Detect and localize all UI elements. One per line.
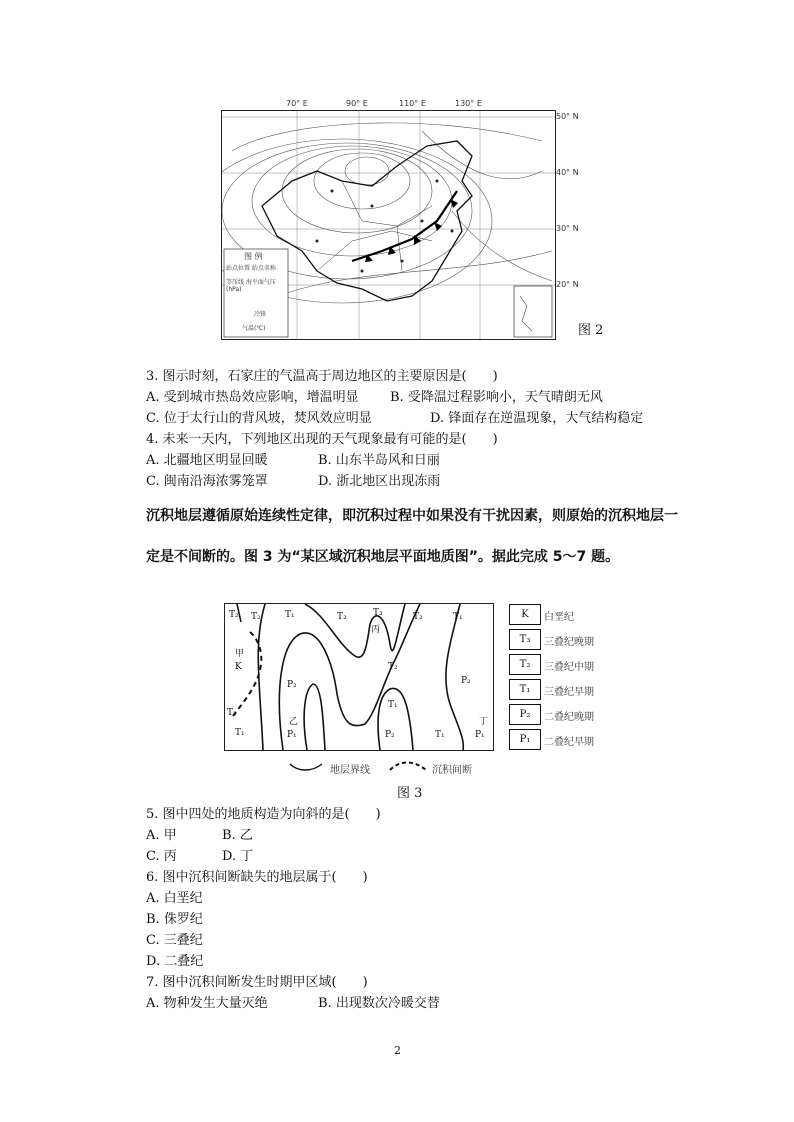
stratum-label: P₂ bbox=[385, 730, 395, 740]
stratum-label: P₂ bbox=[287, 680, 297, 690]
place-jia: 甲 bbox=[235, 649, 245, 659]
map-legend-station: 站点位置 站点名称 bbox=[226, 265, 276, 272]
geologic-map-graphic bbox=[225, 604, 493, 750]
stratum-label: T₁ bbox=[285, 610, 295, 620]
q6-option-c: C. 三叠纪 bbox=[146, 933, 203, 948]
lon-label-70e: 70° E bbox=[286, 99, 308, 108]
lon-label-110e: 110° E bbox=[399, 99, 426, 108]
legend-code-p2: P₂ bbox=[509, 704, 541, 725]
unconformity-line-label: 沉积间断 bbox=[432, 765, 472, 776]
legend-name-t2: 三叠纪中期 bbox=[544, 662, 594, 673]
map-legend-cold-front: 冷锋 bbox=[254, 311, 267, 318]
figure3-caption: 图 3 bbox=[397, 786, 423, 801]
stratum-label: T₂ bbox=[413, 612, 423, 622]
q5-option-d: D. 丁 bbox=[222, 849, 254, 864]
place-jia-k: K bbox=[235, 662, 242, 672]
question-3: 3. 图示时刻，石家庄的气温高于周边地区的主要原因是( ) bbox=[146, 369, 498, 384]
intro-paragraph-line1: 沉积地层遵循原始连续性定律，即沉积过程中如果没有干扰因素，则原始的沉积地层一 bbox=[146, 508, 678, 524]
weather-map-graphic bbox=[222, 111, 555, 339]
map-legend-title: 图 例 bbox=[244, 252, 263, 261]
q3-option-a: A. 受到城市热岛效应影响，增温明显 bbox=[146, 390, 359, 405]
question-7: 7. 图中沉积间断发生时期甲区域( ) bbox=[146, 975, 368, 990]
legend-code-t2: T₂ bbox=[509, 654, 541, 675]
stratum-label: T₁ bbox=[388, 700, 398, 710]
intro-paragraph-line2: 定是不间断的。图 3 为“某区域沉积地层平面地质图”。据此完成 5～7 题。 bbox=[146, 549, 620, 565]
map-legend-temperature: 气温(℃) bbox=[242, 325, 266, 332]
lat-label-20n: 20° N bbox=[556, 280, 579, 289]
map-legend-isobar: 等压线 海平面气压 (hPa) bbox=[226, 279, 276, 293]
legend-name-p1: 二叠纪早期 bbox=[544, 737, 594, 748]
q6-option-d: D. 二叠纪 bbox=[146, 954, 204, 969]
legend-code-p1: P₁ bbox=[509, 729, 541, 750]
q4-option-a: A. 北疆地区明显回暖 bbox=[146, 453, 268, 468]
q3-option-c: C. 位于太行山的背风坡，焚风效应明显 bbox=[146, 411, 372, 426]
boundary-line-sample bbox=[288, 760, 324, 772]
lon-label-90e: 90° E bbox=[346, 99, 368, 108]
stratum-label: P₁ bbox=[475, 730, 485, 740]
legend-code-t3: T₃ bbox=[509, 629, 541, 650]
place-ding: 丁 bbox=[479, 717, 489, 727]
q7-option-a: A. 物种发生大量灭绝 bbox=[146, 996, 268, 1011]
q5-option-c: C. 丙 bbox=[146, 849, 177, 864]
geologic-map-figure bbox=[224, 603, 494, 751]
question-5: 5. 图中四处的地质构造为向斜的是( ) bbox=[146, 807, 381, 822]
lon-label-130e: 130° E bbox=[455, 99, 482, 108]
q7-option-b: B. 出现数次冷暖交替 bbox=[318, 996, 440, 1011]
q4-option-d: D. 浙北地区出现冻雨 bbox=[318, 474, 441, 489]
q6-option-b: B. 侏罗纪 bbox=[146, 912, 203, 927]
stratum-label: T₂ bbox=[227, 708, 237, 718]
weather-map-figure bbox=[221, 110, 556, 340]
q4-option-b: B. 山东半岛风和日丽 bbox=[318, 453, 440, 468]
stratum-label: T₂ bbox=[229, 610, 239, 620]
question-4: 4. 未来一天内，下列地区出现的天气现象最有可能的是( ) bbox=[146, 432, 498, 447]
q5-option-a: A. 甲 bbox=[146, 828, 177, 843]
q3-option-b: B. 受降温过程影响小，天气晴朗无风 bbox=[390, 390, 603, 405]
question-6: 6. 图中沉积间断缺失的地层属于( ) bbox=[146, 870, 368, 885]
figure2-caption: 图 2 bbox=[578, 323, 604, 338]
stratum-label: P₂ bbox=[461, 676, 471, 686]
lat-label-30n: 30° N bbox=[556, 224, 579, 233]
boundary-line-label: 地层界线 bbox=[330, 765, 370, 776]
legend-name-k: 白垩纪 bbox=[544, 612, 574, 623]
stratum-label: T₃ bbox=[373, 608, 383, 618]
place-bing: 丙 bbox=[371, 625, 381, 635]
legend-code-t1: T₁ bbox=[509, 679, 541, 700]
stratum-label: T₁ bbox=[235, 728, 245, 738]
stratum-label: T₁ bbox=[453, 612, 463, 622]
stratum-label: T₂ bbox=[251, 612, 261, 622]
lat-label-40n: 40° N bbox=[556, 168, 579, 177]
legend-name-p2: 二叠纪晚期 bbox=[544, 712, 594, 723]
stratum-label: T₁ bbox=[435, 730, 445, 740]
unconformity-line-sample bbox=[388, 760, 428, 772]
q4-option-c: C. 闽南沿海浓雾笼罩 bbox=[146, 474, 268, 489]
legend-name-t1: 三叠纪早期 bbox=[544, 687, 594, 698]
legend-name-t3: 三叠纪晚期 bbox=[544, 637, 594, 648]
place-yi: 乙 bbox=[289, 717, 299, 727]
q6-option-a: A. 白垩纪 bbox=[146, 891, 203, 906]
q5-option-b: B. 乙 bbox=[222, 828, 253, 843]
stratum-label: T₂ bbox=[337, 612, 347, 622]
lat-label-50n: 50° N bbox=[556, 112, 579, 121]
stratum-label: T₂ bbox=[388, 662, 398, 672]
q3-option-d: D. 锋面存在逆温现象，大气结构稳定 bbox=[430, 411, 644, 426]
legend-code-k: K bbox=[509, 604, 541, 625]
page-number: 2 bbox=[394, 1044, 401, 1057]
stratum-label: P₁ bbox=[287, 730, 297, 740]
